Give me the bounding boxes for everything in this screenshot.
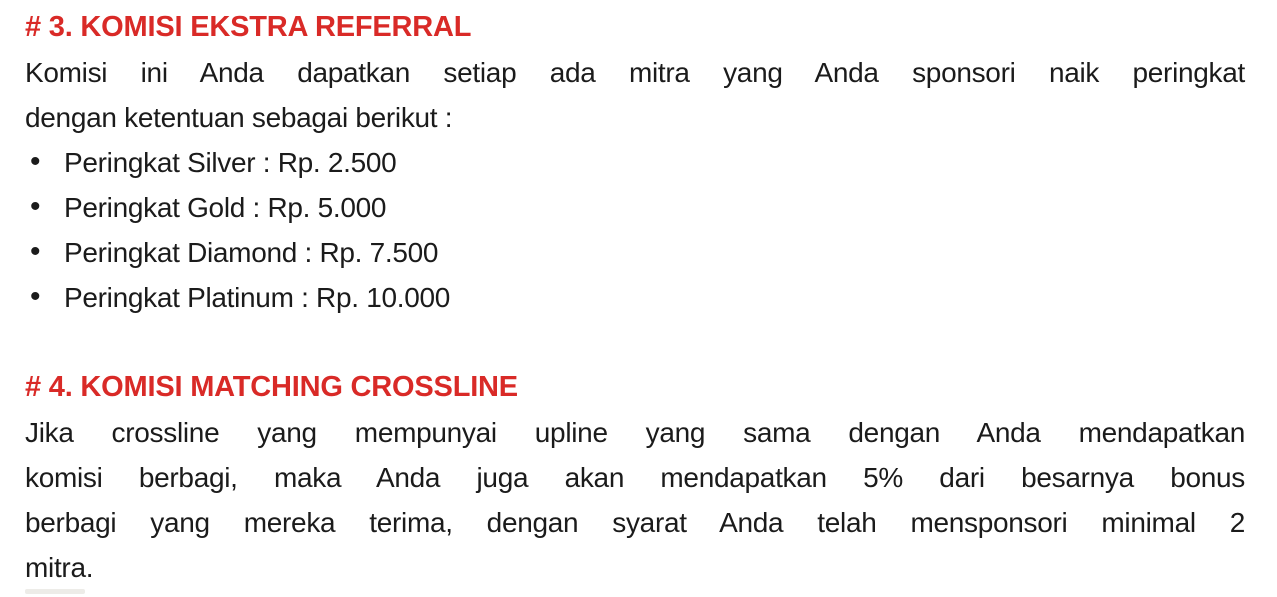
section4-body-line-3: berbagi yang mereka terima, dengan syarat Anda telah mensponsori minimal 2 (25, 507, 1245, 538)
section3-intro-line-2: dengan ketentuan sebagai berikut : (25, 102, 453, 133)
bullet-item-diamond (25, 230, 1245, 275)
section4-body-line-1: Jika crossline yang mempunyai upline yang sama dengan Anda mendapatkan (25, 417, 1245, 448)
bullet-icon: • (30, 190, 41, 223)
section3-heading: # 3. KOMISI EKSTRA REFERRAL (25, 11, 472, 43)
bullet-item-platinum (25, 275, 1245, 320)
bullet-icon: • (30, 235, 41, 268)
bullet-item-label: Peringkat Platinum : Rp. 10.000 (64, 282, 451, 313)
cutoff-text-artifact (25, 589, 85, 594)
bullet-icon: • (30, 145, 41, 178)
bullet-item-label: Peringkat Silver : Rp. 2.500 (64, 147, 397, 178)
blank-line (25, 320, 1245, 365)
section3-intro-line-1: Komisi ini Anda dapatkan setiap ada mitra yang Anda sponsori naik peringkat (25, 57, 1245, 88)
bullet-item-label: Peringkat Gold : Rp. 5.000 (64, 192, 387, 223)
section4-heading: # 4. KOMISI MATCHING CROSSLINE (25, 371, 518, 403)
bullet-item-gold (25, 185, 1245, 230)
section4-body-line-2: komisi berbagi, maka Anda juga akan mendapatkan 5% dari besarnya bonus (25, 462, 1245, 493)
section4-body-line-4: mitra. (25, 552, 94, 583)
bullet-item-label: Peringkat Diamond : Rp. 7.500 (64, 237, 439, 268)
document-content (25, 5, 1245, 590)
bullet-icon: • (30, 280, 41, 313)
bullet-item-silver (25, 140, 1245, 185)
